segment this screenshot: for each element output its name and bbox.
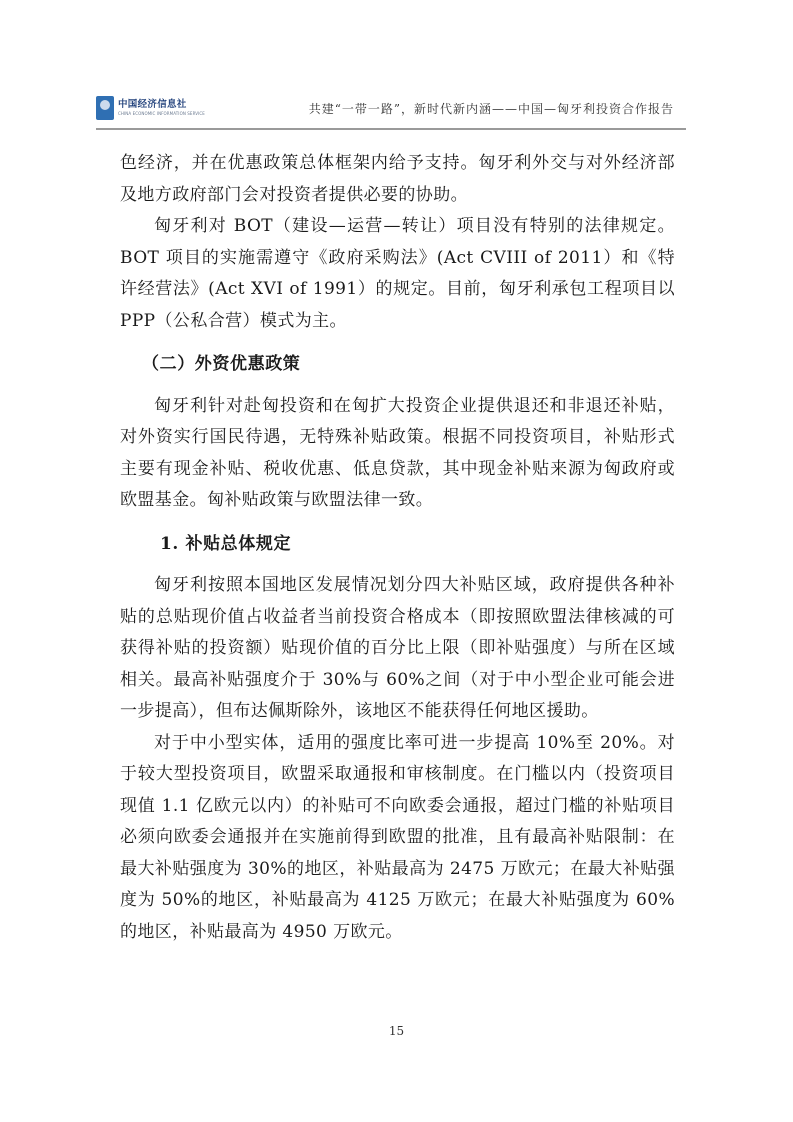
paragraph-3: 匈牙利针对赴匈投资和在匈扩大投资企业提供退还和非退还补贴，对外资实行国民待遇，无特殊补贴政策。根据不同投资项目，补贴形式主要有现金补贴、税收优惠、低息贷款，其中现金补贴来源为匈政府或欧盟基金。匈补贴政策与欧盟法律一致。 xyxy=(120,395,675,510)
header-divider xyxy=(96,128,686,130)
page-header xyxy=(96,92,684,128)
logo-text-group xyxy=(118,100,205,117)
publisher-logo xyxy=(96,96,205,120)
paragraph-4: 匈牙利按照本国地区发展情况划分四大补贴区域，政府提供各种补贴的总贴现价值占收益者当前投资合格成本（即按照欧盟法律核减的可获得补贴的投资额）贴现价值的百分比上限（即补贴强度）与所在区域相关。最高补贴强度介于 30%与 60%之间（对于中小型企业可能会进一步提高），但布达佩斯除外，该地区不能获得任何地区援助。 xyxy=(120,575,675,721)
paragraph-5: 对于中小型实体，适用的强度比率可进一步提高 10%至 20%。对于较大型投资项目，欧盟采取通报和审核制度。在门槛以内（投资项目现值 1.1 亿欧元以内）的补贴可不向欧委会通报，超过门槛的补贴项目必须向欧委会通报并在实施前得到欧盟的批准，且有最高补贴限制：在最大补贴强度为 30%的地区，补贴最高为 2475 万欧元；在最大补贴强度为 50%的地区，补贴最高为 4125 万欧元；在最大补贴强度为 60%的地区，补贴最高为 4950 万欧元。 xyxy=(120,732,675,942)
logo-subtext: CHINA ECONOMIC INFORMATION SERVICE xyxy=(118,111,205,117)
logo-name: 中国经济信息社 xyxy=(118,98,187,110)
page-number: 15 xyxy=(388,1024,405,1038)
section-heading: （二）外资优惠政策 xyxy=(142,354,301,374)
logo-emblem-icon xyxy=(96,96,114,120)
running-header-title: 共建“一带一路”，新时代新内涵——中国—匈牙利投资合作报告 xyxy=(308,102,674,116)
subsection-heading: 1. 补贴总体规定 xyxy=(160,533,292,554)
paragraph-2: 匈牙利对 BOT（建设—运营—转让）项目没有特别的法律规定。BOT 项目的实施需遵守《政府采购法》(Act CVIII of 2011）和《特许经营法》(Act XVI of 1991）的规定。目前，匈牙利承包工程项目以PPP（公私合营）模式为主。 xyxy=(120,216,675,331)
page-body xyxy=(120,148,675,948)
paragraph-1: 色经济，并在优惠政策总体框架内给予支持。匈牙利外交与对外经济部及地方政府部门会对投资者提供必要的协助。 xyxy=(120,153,675,205)
